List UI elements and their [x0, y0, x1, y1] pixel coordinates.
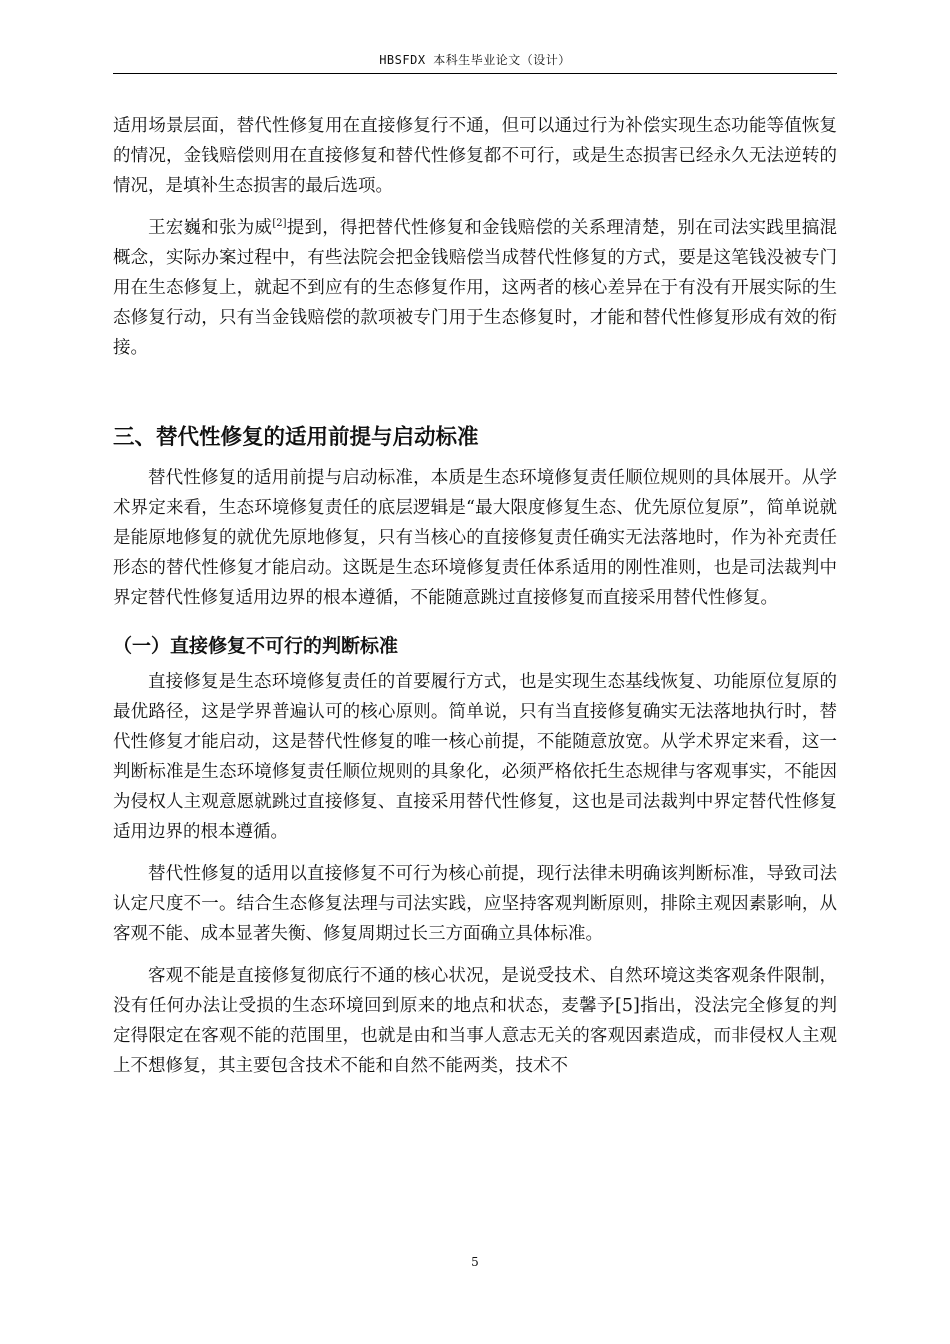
citation-marker: [2]: [272, 218, 287, 230]
subsection-heading: （一）直接修复不可行的判断标准: [113, 635, 399, 657]
paragraph-citation: [113, 213, 837, 363]
paragraph: 客观不能是直接修复彻底行不通的核心状况，是说受技术、自然环境这类客观条件限制，没有任何办法让受损的生态环境回到原来的地点和状态，麦馨予[5]指出，没法完全修复的判定得限定在客观不能的范围里，也就是由和当事人意志无关的客观因素造成，而非侵权人主观上不想修复，其主要包含技术不能和自然不能两类，技术不: [113, 966, 837, 1076]
paragraph-continuation: 适用场景层面，替代性修复用在直接修复行不通，但可以通过行为补偿实现生态功能等值恢复的情况，金钱赔偿则用在直接修复和替代性修复都不可行，或是生态损害已经永久无法逆转的情况，是填补生态损害的最后选项。: [113, 116, 837, 196]
section-heading: 三、替代性修复的适用前提与启动标准: [113, 425, 479, 450]
document-body: [113, 111, 837, 1081]
header-rule: [113, 73, 837, 74]
paragraph-text: 提到，得把替代性修复和金钱赔偿的关系理清楚，别在司法实践里搞混概念，实际办案过程中，有些法院会把金钱赔偿当成替代性修复的方式，要是这笔钱没被专门用在生态修复上，就起不到应有的生态修复作用，这两者的核心差异在于有没有开展实际的生态修复行动，只有当金钱赔偿的款项被专门用于生态修复时，才能和替代性修复形成有效的衔接。: [113, 218, 837, 358]
page-header: HBSFDX 本科生毕业论文（设计）: [379, 53, 571, 67]
paragraph: 替代性修复的适用以直接修复不可行为核心前提，现行法律未明确该判断标准，导致司法认定尺度不一。结合生态修复法理与司法实践，应坚持客观判断原则，排除主观因素影响，从客观不能、成本显著失衡、修复周期过长三方面确立具体标准。: [113, 864, 837, 944]
paragraph-text: 王宏巍和张为威: [148, 218, 273, 238]
page-number: 5: [471, 1255, 479, 1269]
paragraph: 直接修复是生态环境修复责任的首要履行方式，也是实现生态基线恢复、功能原位复原的最优路径，这是学界普遍认可的核心原则。简单说，只有当直接修复确实无法落地执行时，替代性修复才能启动，这是替代性修复的唯一核心前提，不能随意放宽。从学术界定来看，这一判断标准是生态环境修复责任顺位规则的具象化，必须严格依托生态规律与客观事实，不能因为侵权人主观意愿就跳过直接修复、直接采用替代性修复，这也是司法裁判中界定替代性修复适用边界的根本遵循。: [113, 672, 837, 842]
paragraph: 替代性修复的适用前提与启动标准，本质是生态环境修复责任顺位规则的具体展开。从学术界定来看，生态环境修复责任的底层逻辑是“最大限度修复生态、优先原位复原”，简单说就是能原地修复的就优先原地修复，只有当核心的直接修复责任确实无法落地时，作为补充责任形态的替代性修复才能启动。这既是生态环境修复责任体系适用的刚性准则，也是司法裁判中界定替代性修复适用边界的根本遵循，不能随意跳过直接修复而直接采用替代性修复。: [113, 468, 837, 608]
